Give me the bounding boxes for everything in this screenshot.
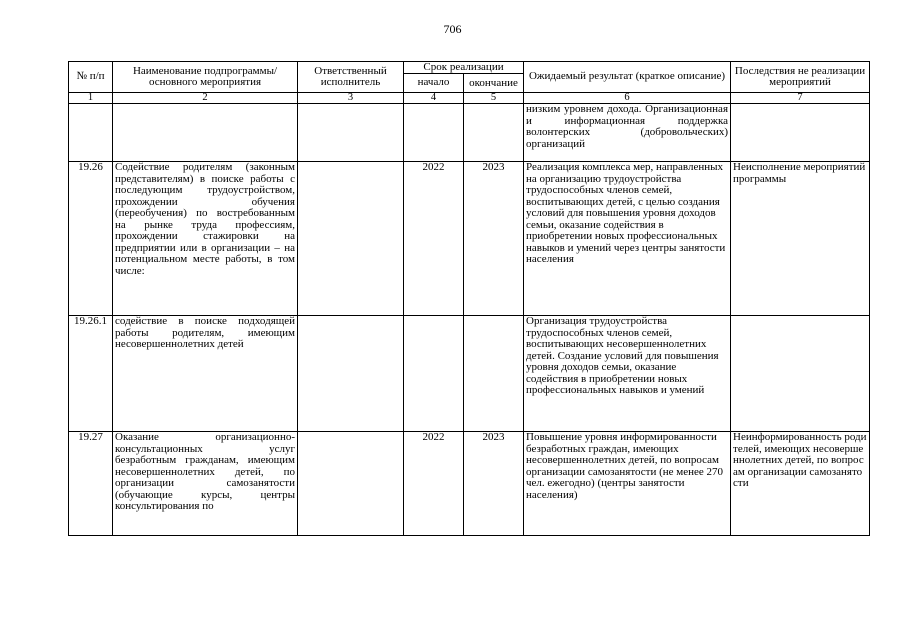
header-name: Наименование подпрограммы/ основного мероприятия [113, 62, 298, 93]
table-row [69, 162, 870, 316]
row-name: Содействие родителям (законным представителям) в поиске работы с последующим трудоустройством, прохождении обучения (переобучения) по востребованным на рынке труда профессиям, прохождении стажировки на предприятии или в организации – на потенциальном месте работы, в том числе: [113, 162, 298, 316]
header-term: Срок реализации [404, 62, 524, 74]
row-executor [298, 104, 404, 162]
row-num: 19.26.1 [69, 316, 113, 432]
row-result: низким уровнем дохода. Организационная и информационная поддержка волонтерских (добровольческих) организаций [524, 104, 731, 162]
program-measures-table [68, 61, 870, 536]
row-name: содействие в поиске подходящей работы родителям, имеющим несовершеннолетних детей [113, 316, 298, 432]
row-executor [298, 316, 404, 432]
row-start [404, 104, 464, 162]
table-row [69, 432, 870, 536]
row-start: 2022 [404, 432, 464, 536]
table-row [69, 104, 870, 162]
header-num: № п/п [69, 62, 113, 93]
row-num: 19.26 [69, 162, 113, 316]
column-number: 4 [404, 93, 464, 104]
column-number: 5 [464, 93, 524, 104]
row-result: Повышение уровня информированности безработных граждан, имеющих несовершеннолетних детей, по вопросам организации самозанятости (не менее 270 чел. ежегодно) (центры занятости населения) [524, 432, 731, 536]
row-consequence: Неисполнение мероприятий программы [731, 162, 870, 316]
row-end: 2023 [464, 162, 524, 316]
row-num: 19.27 [69, 432, 113, 536]
row-name: Оказание организационно-консультационных услуг безработным гражданам, имеющим несовершеннолетних детей, по организации самозанятости (обучающие курсы, центры консультирования по [113, 432, 298, 536]
row-end: 2023 [464, 432, 524, 536]
row-end [464, 104, 524, 162]
row-consequence: Неинформированность родителей, имеющих несовершеннолетних детей, по вопросам организации самозанятости [731, 432, 870, 536]
row-consequence [731, 316, 870, 432]
row-executor [298, 432, 404, 536]
row-result: Реализация комплекса мер, направленных на организацию трудоустройства трудоспособных членов семей, воспитывающих детей, с целью создания условий для повышения уровня доходов семьи, оказание содействия в приобретении новых профессиональных навыков и умений через центры занятости населения [524, 162, 731, 316]
row-start [404, 316, 464, 432]
column-number: 3 [298, 93, 404, 104]
header-result: Ожидаемый результат (краткое описание) [524, 62, 731, 93]
header-end: окончание [464, 74, 524, 93]
page-number: 706 [443, 22, 462, 36]
row-name [113, 104, 298, 162]
header-consequence: Последствия не реализации мероприятий [731, 62, 870, 93]
header-start: начало [404, 74, 464, 93]
column-number: 7 [731, 93, 870, 104]
header-executor: Ответственный исполнитель [298, 62, 404, 93]
table-row [69, 316, 870, 432]
row-end [464, 316, 524, 432]
column-number: 6 [524, 93, 731, 104]
row-num [69, 104, 113, 162]
column-number: 2 [113, 93, 298, 104]
row-result: Организация трудоустройства трудоспособных членов семей, воспитывающих несовершеннолетних детей. Создание условий для повышения уровня доходов семьи, оказание содействия в приобретении новых профессиональных навыков и умений [524, 316, 731, 432]
row-consequence [731, 104, 870, 162]
column-number: 1 [69, 93, 113, 104]
row-start: 2022 [404, 162, 464, 316]
row-executor [298, 162, 404, 316]
